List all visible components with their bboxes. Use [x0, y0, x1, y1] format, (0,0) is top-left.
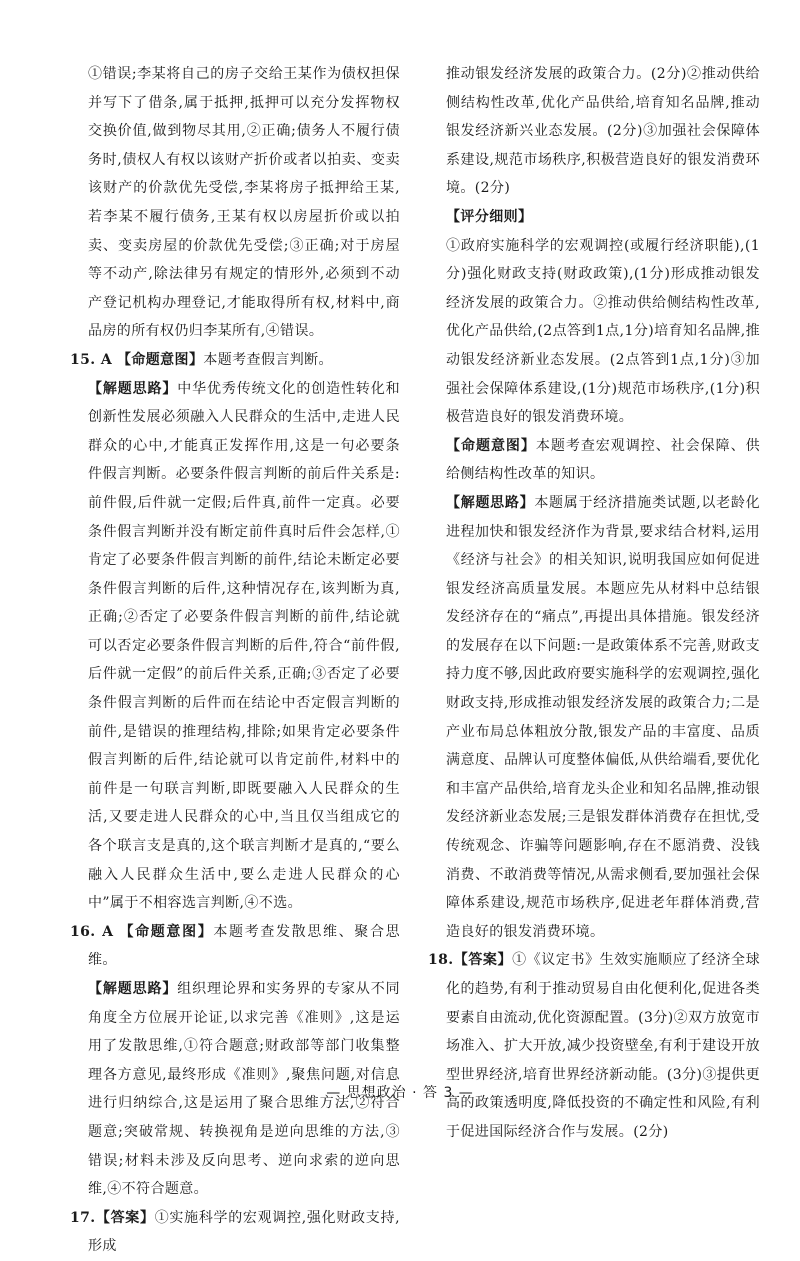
- q17-answer-tag: 【答案】: [95, 1209, 155, 1226]
- q16-number: 16. A: [70, 923, 114, 940]
- q15-solution-tag: 【解题思路】: [88, 380, 178, 397]
- q17-answer-start: [70, 1204, 400, 1261]
- q16-intent-tag: 【命题意图】: [119, 923, 214, 940]
- q17-solution: [428, 489, 760, 947]
- q15-answer: [70, 346, 400, 375]
- q16-intent: 本题考查发散思维、聚合思维。: [88, 923, 401, 969]
- q16-solution-tag: 【解题思路】: [88, 981, 178, 997]
- q16-solution-text: 组织理论界和实务界的专家从不同角度全方位展开论证,以求完善《准则》,这是运用了发散思维,①符合题意;财政部等部门收集整理各方意见,最终形成《准则》,聚焦问题,对信息进行归纳综合,这是运用了聚合思维方法,②符合题意;突破常规、转换视角是逆向思维的方法,③错误;材料未涉及反向思考、逆向求索的逆向思维,④不符合题意。: [88, 981, 400, 1198]
- q17-number: 17.: [70, 1209, 96, 1226]
- q15-solution: [70, 375, 400, 918]
- q17-scoring-tag: 【评分细则】: [446, 208, 533, 225]
- q15-solution-text: 中华优秀传统文化的创造性转化和创新性发展必须融入人民群众的生活中,走进人民群众的心中,才能真正发挥作用,这是一句必要条件假言判断。必要条件假言判断的前后件关系是:前件假,后件就一定假;后件真,前件一定真。必要条件假言判断并没有断定前件真时后件会怎样,①肯定了必要条件假言判断的前件,结论未断定必要条件假言判断的后件,这种情况存在,该判断为真,正确;②否定了必要条件假言判断的前件,结论就可以否定必要条件假言判断的后件,符合“前件假,后件就一定假”的前后件关系,正确;③否定了必要条件假言判断的后件而在结论中否定假言判断的前件,是错误的推理结构,排除;如果肯定必要条件假言判断的后件,结论就可以肯定前件,材料中的前件是一句联言判断,即既要融入人民群众的生活,又要走进人民群众的心中,当且仅当组成它的各个联言支是真的,这个联言判断才是真的,“要么融入人民群众生活中,要么走进人民群众的心中”属于不相容选言判断,④不选。: [88, 380, 400, 912]
- q15-number: 15. A: [70, 351, 113, 368]
- q15-intent-tag: 【命题意图】: [116, 351, 204, 368]
- q14-continuation: ①错误;李某将自己的房子交给王某作为债权担保并写下了借条,属于抵押,抵押可以充分发挥物权交换价值,做到物尽其用,②正确;债务人不履行债务时,债权人有权以该财产折价或者以拍卖、变卖该财产的价款优先受偿,李某将房子抵押给王某,若李某不履行债务,王某有权以房屋折价或以拍卖、变卖房屋的价款优先受偿;③正确;对于房屋等不动产,除法律另有规定的情形外,必须到不动产登记机构办理登记,才能取得所有权,材料中,商品房的所有权仍归李某所有,④错误。: [88, 66, 400, 340]
- q18-answer: [428, 946, 760, 1146]
- right-column: [428, 60, 760, 1147]
- q18-answer-tag: 【答案】: [453, 952, 513, 969]
- q17-scoring-text: ①政府实施科学的宏观调控(或履行经济职能),(1分)强化财政支持(财政政策),(1分)形成推动银发经济发展的政策合力。②推动供给侧结构性改革,优化产品供给,(2点答到1点,1分)培育知名品牌,推动银发经济新业态发展。(2点答到1点,1分)③加强社会保障体系建设,(1分)规范市场秩序,(1分)积极营造良好的银发消费环境。: [446, 237, 760, 426]
- q17-solution-tag: 【解题思路】: [446, 494, 535, 511]
- q16-answer: [70, 918, 400, 975]
- q17-intent-text: 本题考查宏观调控、社会保障、供给侧结构性改革的知识。: [446, 437, 761, 483]
- q17-solution-text: 本题属于经济措施类试题,以老龄化进程加快和银发经济作为背景,要求结合材料,运用《经济与社会》的相关知识,说明我国应如何促进银发经济高质量发展。本题应先从材料中总结银发经济存在的“痛点”,再提出具体措施。银发经济的发展存在以下问题:一是政策体系不完善,财政支持力度不够,因此政府要实施科学的宏观调控,强化财政支持,形成推动银发经济发展的政策合力;二是产业布局总体粗放分散,银发产品的丰富度、品质满意度、品牌认可度整体偏低,从供给端看,要优化和丰富产品供给,培育龙头企业和知名品牌,推动银发经济新业态发展;三是银发群体消费存在担忧,受传统观念、诈骗等问题影响,存在不愿消费、没钱消费、不敢消费等情况,从需求侧看,要加强社会保障体系建设,规范市场秩序,促进老年群体消费,营造良好的银发消费环境。: [446, 494, 760, 940]
- left-column: [70, 60, 400, 1261]
- q18-number: 18.: [428, 952, 454, 969]
- q17-answer-continuation: 推动银发经济发展的政策合力。(2分)②推动供给侧结构性改革,优化产品供给,培育知名品牌,推动银发经济新兴业态发展。(2分)③加强社会保障体系建设,规范市场秩序,积极营造良好的银发消费环境。(2分): [446, 66, 760, 197]
- q15-intent: 本题考查假言判断。: [203, 351, 333, 368]
- q17-intent-tag: 【命题意图】: [446, 437, 536, 454]
- q17-answer-text: ①实施科学的宏观调控,强化财政支持,形成: [88, 1209, 400, 1255]
- q17-scoring: [428, 203, 760, 232]
- page-footer: — 思想政治 · 答 3 —: [326, 1085, 474, 1101]
- q18-answer-text: ①《议定书》生效实施顺应了经济全球化的趋势,有利于推动贸易自由化便利化,促进各类要素自由流动,优化资源配置。(3分)②双方放宽市场准入、扩大开放,减少投资壁垒,有利于建设开放型世界经济,培育世界经济新动能。(3分)③提供更高的政策透明度,降低投资的不确定性和风险,有利于促进国际经济合作与发展。(2分): [446, 952, 760, 1140]
- q17-intent: [428, 432, 760, 489]
